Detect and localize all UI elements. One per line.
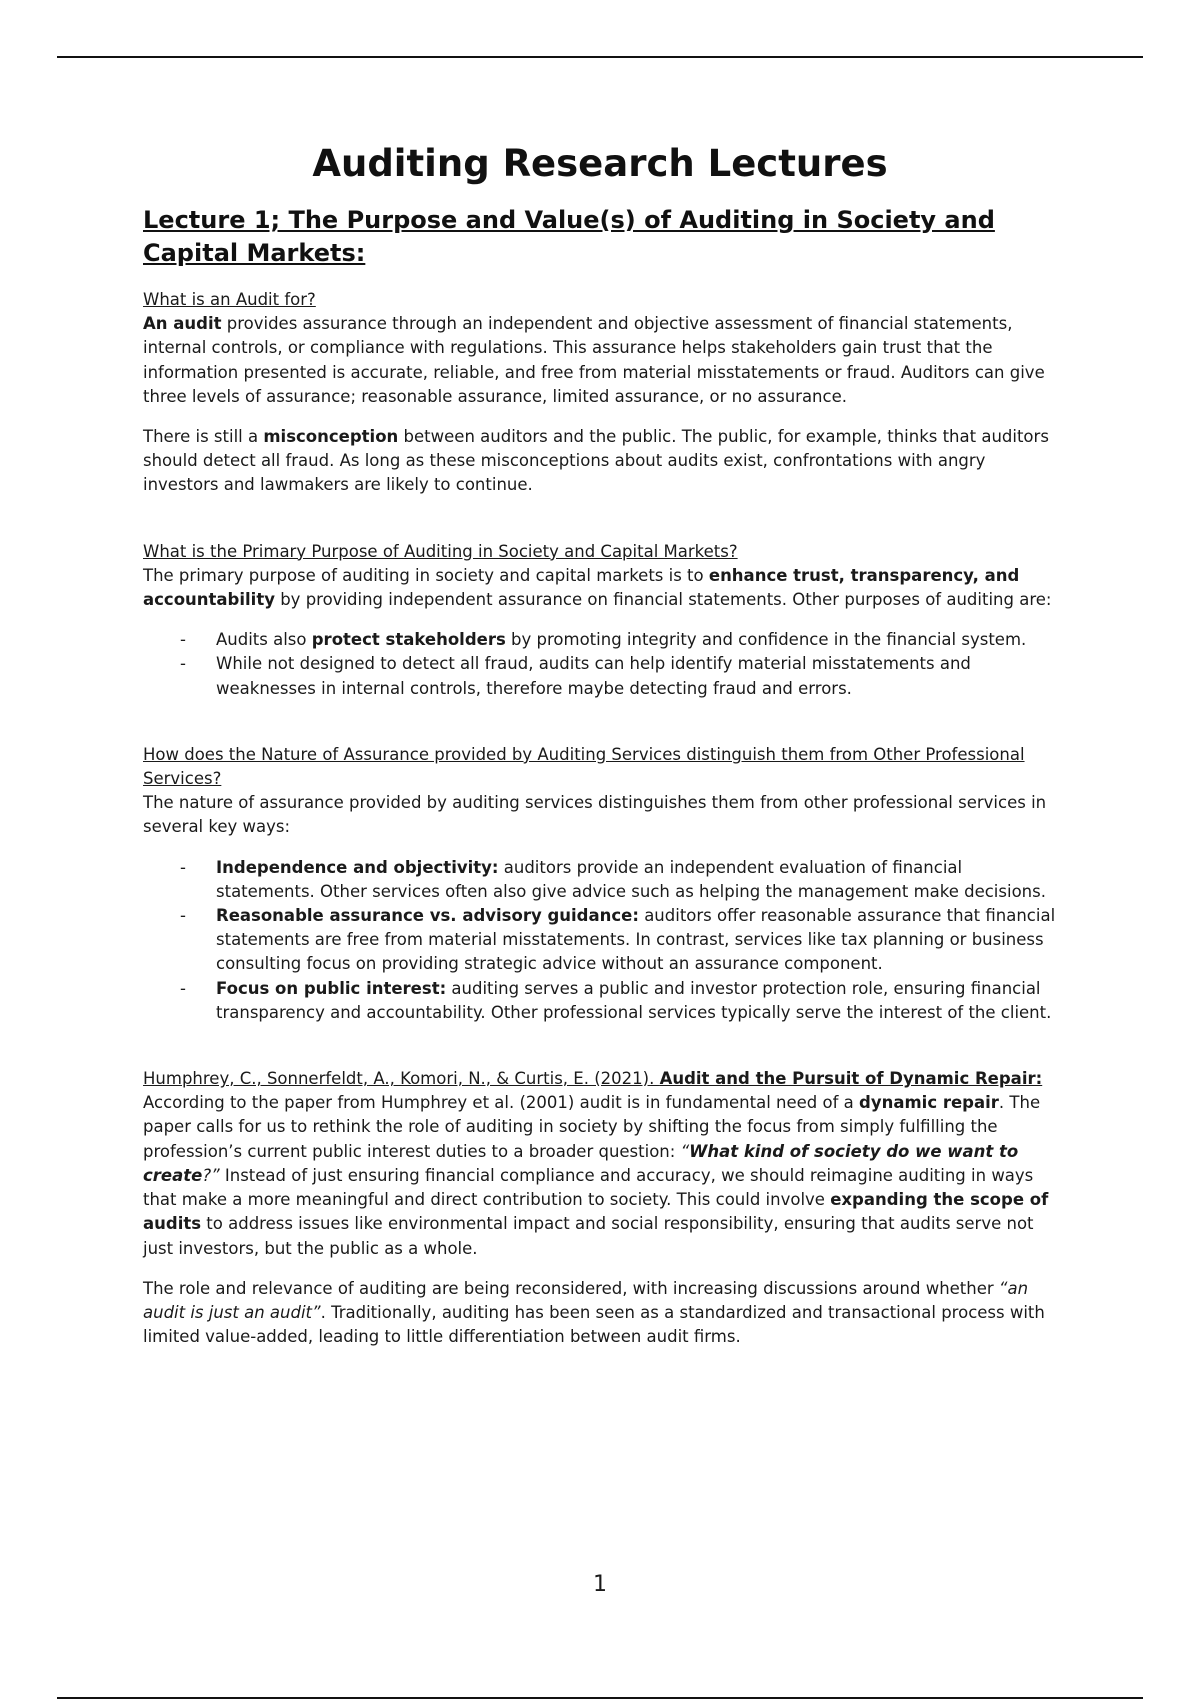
bold-term: protect stakeholders [311, 630, 506, 650]
page-bottom-rule [57, 1697, 1143, 1699]
quote-mark: “ [680, 1141, 690, 1161]
paragraph: The nature of assurance provided by auditing services distinguishes them from other professional services in several key ways: [143, 793, 1047, 837]
paragraph-text: The role and relevance of auditing are being reconsidered, with increasing discussions around whether [143, 1278, 999, 1298]
bullet-list [143, 628, 1063, 701]
bold-term: misconception [263, 427, 399, 447]
lecture-heading: Lecture 1; The Purpose and Value(s) of Auditing in Society and Capital Markets: [143, 206, 995, 267]
citation-title: Audit and the Pursuit of Dynamic Repair: [659, 1069, 1043, 1089]
page-top-rule [57, 56, 1143, 58]
dash-bullet: - [180, 654, 186, 674]
list-item-text: While not designed to detect all fraud, audits can help identify material misstatements and weaknesses in internal controls, therefore maybe detecting fraud and errors. [216, 654, 971, 698]
bold-term: Independence and objectivity: [216, 857, 499, 877]
bold-term: Focus on public interest: [216, 978, 447, 998]
paragraph [143, 1277, 1063, 1350]
list-item [143, 977, 1063, 1025]
citation-authors: Humphrey, C., Sonnerfeldt, A., Komori, N., & Curtis, E. (2021). [143, 1069, 660, 1089]
italic-quote: “an audit is just an audit” [143, 1278, 1029, 1322]
quote-mark: ?” [202, 1165, 220, 1185]
paragraph-text: to address issues like environmental impact and social responsibility, ensuring that audits serve not just investors, but the public as a whole. [143, 1214, 1034, 1258]
paragraph [143, 312, 1063, 409]
dash-bullet: - [180, 906, 186, 926]
list-item [143, 904, 1063, 977]
bold-term: An audit [143, 314, 222, 334]
page-number: 1 [593, 1572, 607, 1597]
list-item-text: auditors offer reasonable assurance that financial statements are free from material misstatements. In contrast, services like tax planning or business consulting focus on providing strategic advice without an assurance component. [216, 906, 1056, 974]
list-item-text: by promoting integrity and confidence in the financial system. [505, 630, 1027, 650]
section-heading [143, 1067, 1063, 1091]
list-item-text: auditing serves a public and investor protection role, ensuring financial transparency and accountability. Other professional services typically serve the interest of the client. [216, 978, 1052, 1022]
dash-bullet: - [180, 978, 186, 998]
paragraph-text: by providing independent assurance on financial statements. Other purposes of auditing are: [274, 590, 1052, 610]
paragraph-text: between auditors and the public. The public, for example, thinks that auditors should detect all fraud. As long as these misconceptions about audits exist, confrontations with angry investors and lawmakers are likely to continue. [143, 427, 1049, 495]
list-item-text: Audits also [216, 630, 312, 650]
section-nature-of-assurance [143, 743, 1063, 1025]
paragraph [143, 425, 1063, 498]
list-item-text: auditors provide an independent evaluation of financial statements. Other services often also give advice such as helping the management make decisions. [216, 857, 1046, 901]
bold-term: dynamic repair [859, 1093, 999, 1113]
paragraph-text: Instead of just ensuring financial compliance and accuracy, we should reimagine auditing in ways that make a more meaningful and direct contribution to society. This could involve [143, 1165, 1034, 1210]
paragraph-text: . The paper calls for us to rethink the role of auditing in society by shifting the focus from simply fulfilling the profession’s current public interest duties to a broader question: [143, 1093, 1041, 1161]
document-title: Auditing Research Lectures [312, 142, 888, 185]
bold-term: expanding the scope of audits [143, 1190, 1049, 1234]
section-dynamic-repair [143, 1067, 1063, 1349]
paragraph-text: . Traditionally, auditing has been seen as a standardized and transactional process with limited value-added, leading to little differentiation between audit firms. [143, 1302, 1045, 1347]
paragraph-text: According to the paper from Humphrey et al. (2001) audit is in fundamental need of a [143, 1093, 860, 1113]
bullet-list [143, 856, 1063, 1025]
bold-term: enhance trust, transparency, and accountability [143, 565, 1020, 610]
bold-italic-quote: What kind of society do we want to create [143, 1141, 1019, 1185]
paragraph [143, 564, 1063, 612]
section-heading: What is the Primary Purpose of Auditing in Society and Capital Markets? [143, 541, 738, 561]
list-item [143, 628, 1063, 652]
section-heading: How does the Nature of Assurance provided by Auditing Services distinguish them from Other Professional Services? [143, 744, 1025, 789]
paragraph [143, 1091, 1063, 1260]
list-item [143, 856, 1063, 904]
dash-bullet: - [180, 857, 186, 877]
section-primary-purpose [143, 540, 1063, 701]
paragraph-text: There is still a [143, 427, 264, 447]
section-heading: What is an Audit for? [143, 290, 316, 309]
document-body [143, 204, 1063, 1349]
section-what-is-audit-for [143, 288, 1063, 498]
paragraph-text: provides assurance through an independent and objective assessment of financial statements, internal controls, or compliance with regulations. This assurance helps stakeholders gain trust that the information presented is accurate, reliable, and free from material misstatements or fraud. Auditors can give three levels of assurance; reasonable assurance, limited assurance, or no assurance. [143, 314, 1045, 406]
dash-bullet: - [180, 630, 186, 650]
paragraph-text: The primary purpose of auditing in society and capital markets is to [143, 565, 709, 585]
bold-term: Reasonable assurance vs. advisory guidance: [216, 906, 639, 926]
list-item [143, 652, 1063, 700]
